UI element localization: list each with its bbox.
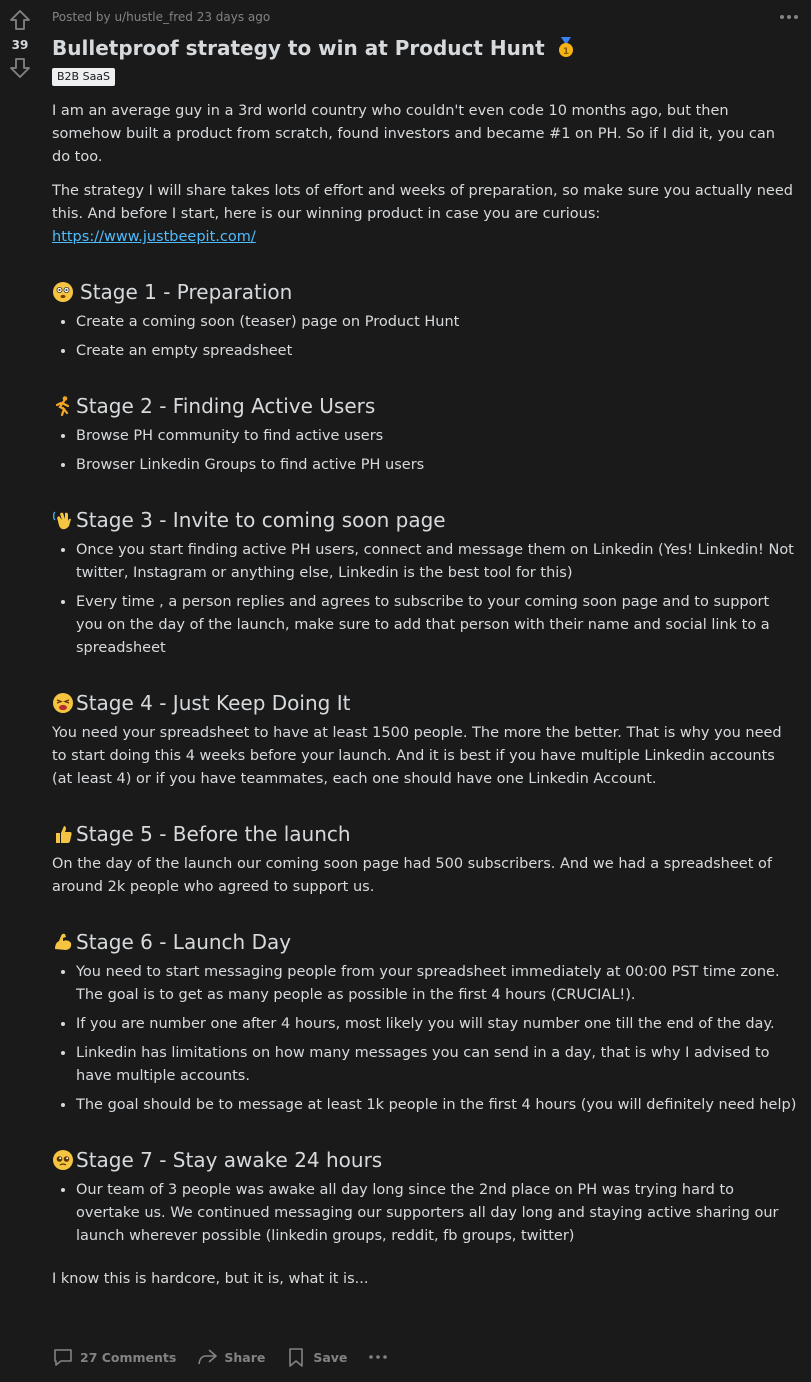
thumbs-up-icon — [52, 823, 74, 845]
product-link[interactable]: https://www.justbeepit.com/ — [52, 229, 256, 245]
tired-face-icon — [52, 692, 74, 714]
stage-1-list — [52, 311, 797, 363]
more-icon[interactable] — [367, 1346, 389, 1368]
stage-5-text: On the day of the launch our coming soon page had 500 subscribers. And we had a spreadsheet of around 2k people who agreed to support us. — [52, 856, 772, 895]
pleading-face-icon — [52, 1149, 74, 1171]
bookmark-icon — [285, 1346, 307, 1368]
comment-icon — [52, 1346, 74, 1368]
list-item: • Create a coming soon (teaser) page on Product Hunt — [76, 311, 797, 334]
share-icon — [196, 1346, 218, 1368]
medal-icon — [555, 36, 577, 58]
stage-1-title: Stage 1 - Preparation — [80, 280, 293, 304]
intro-paragraph-2 — [52, 180, 797, 249]
list-item: • Browser Linkedin Groups to find active PH users — [76, 454, 797, 477]
share-button[interactable] — [196, 1346, 265, 1368]
stage-2-list — [52, 425, 797, 477]
waving-hand-icon — [52, 509, 74, 531]
stage-6-title: Stage 6 - Launch Day — [76, 930, 292, 954]
upvote-icon[interactable] — [8, 8, 32, 32]
intro-paragraph-1: I am an average guy in a 3rd world country who couldn't even code 10 months ago, but then somehow built a product from scratch, found investors and became #1 on PH. So if I did it, you can do too. — [52, 103, 775, 165]
stage-6-list — [52, 961, 797, 1117]
stage-5-heading — [52, 821, 797, 847]
stage-4-title: Stage 4 - Just Keep Doing It — [76, 691, 351, 715]
comments-button[interactable] — [52, 1346, 176, 1368]
post-content — [52, 0, 797, 1302]
stage-2-heading — [52, 393, 797, 419]
stage-1-heading — [52, 279, 797, 305]
stage-3-list — [52, 539, 797, 660]
stage-4-text: You need your spreadsheet to have at least 1500 people. The more the better. That is why you need to start doing this 4 weeks before your launch. And it is best if you have multiple Linkedin accounts (at least 4) or if you have teammates, each one should have one Linkedin Account. — [52, 725, 782, 787]
comments-label: 27 Comments — [80, 1349, 177, 1365]
stage-6-heading — [52, 929, 797, 955]
list-item: • Every time , a person replies and agrees to subscribe to your coming soon page and to support you on the day of the launch, make sure to add that person with their name and social link to a spreadsheet — [76, 591, 797, 660]
post-actions — [52, 1346, 389, 1368]
post-meta[interactable]: Posted by u/hustle_fred 23 days ago — [52, 10, 271, 24]
stage-3-heading — [52, 507, 797, 533]
save-label: Save — [313, 1349, 348, 1365]
svg-text:1: 1 — [562, 47, 569, 57]
stage-2-title: Stage 2 - Finding Active Users — [76, 394, 376, 418]
list-item: • Linkedin has limitations on how many messages you can send in a day, that is why I advised to have multiple accounts. — [76, 1042, 797, 1088]
outro-paragraph: I know this is hardcore, but it is, what it is... — [52, 1271, 369, 1287]
monocle-face-icon — [52, 281, 74, 303]
stage-4-heading — [52, 690, 797, 716]
stage-7-heading — [52, 1147, 797, 1173]
vote-column — [0, 0, 40, 80]
list-item: • Browse PH community to find active users — [76, 425, 797, 448]
post-title-text: Bulletproof strategy to win at Product Hunt — [52, 36, 545, 60]
list-item: • If you are number one after 4 hours, most likely you will stay number one till the end of the day. — [76, 1013, 797, 1036]
list-item: • You need to start messaging people from your spreadsheet immediately at 00:00 PST time zone. The goal is to get as many people as possible in the first 4 hours (CRUCIAL!). — [76, 961, 797, 1007]
stage-7-title: Stage 7 - Stay awake 24 hours — [76, 1148, 383, 1172]
save-button[interactable] — [285, 1346, 347, 1368]
stage-3-title: Stage 3 - Invite to coming soon page — [76, 508, 446, 532]
list-item: • Our team of 3 people was awake all day long since the 2nd place on PH was trying hard to overtake us. We continued messaging our supporters all day long and staying active sharing our launch wherever possible (linkedin groups, reddit, fb groups, twitter) — [76, 1179, 797, 1248]
share-label: Share — [224, 1349, 266, 1365]
post-title[interactable] — [52, 35, 797, 61]
list-item: • The goal should be to message at least 1k people in the first 4 hours (you will definitely need help) — [76, 1094, 797, 1117]
downvote-icon[interactable] — [8, 56, 32, 80]
vote-score: 39 — [11, 38, 29, 52]
flexed-biceps-icon — [52, 931, 74, 953]
stage-7-list — [52, 1179, 797, 1248]
intro-paragraph-2-text: The strategy I will share takes lots of effort and weeks of preparation, so make sure you actually need this. And before I start, here is our winning product in case you are curious: — [52, 183, 793, 222]
post-body — [52, 100, 797, 1291]
stage-5-title: Stage 5 - Before the launch — [76, 822, 351, 846]
list-item: • Once you start finding active PH users, connect and message them on Linkedin (Yes! Linkedin! Not twitter, Instagram or anything else, Linkedin is the best tool for this) — [76, 539, 797, 585]
post-flair[interactable]: B2B SaaS — [52, 68, 115, 86]
list-item: • Create an empty spreadsheet — [76, 340, 797, 363]
runner-icon — [52, 395, 74, 417]
